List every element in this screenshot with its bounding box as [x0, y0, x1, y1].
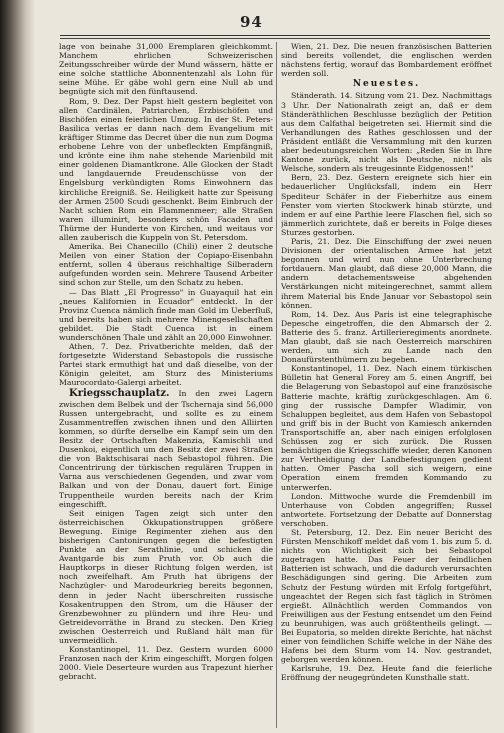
article-paragraph: Rom, 9. Dez. Der Papst hielt gestern begleitet von allen Cardinälen, Patriarchen, Erzbischöfen und Bischöfen einen feierlichen Umzug. In der St. Peters-Basilica verlas er dann nach dem Evangelium mit kräftiger Stimme das Decret über die nun zum Dogma erhobene Lehre von der unbefleckten Empfängniß, und krönte eine ihm nahe stehende Marienbild mit einer goldenen Diamantkrone. Alle Glocken der Stadt und langdauernde Freudenschüsse von der Engelsburg verkündigten Roms Einwohnern das kirchliche Ereigniß. Se. Heiligkeit hatte zur Speisung der Armen 2500 Scudi geschenkt. Beim Einbruch der Nacht schien Rom ein Flammenmeer; alle Straßen waren illuminirt, besonders schön Facaden und Thürme der Hunderte von Kirchen, und weitaus vor allen zauberisch die Kuppeln von St. Petersdom. [59, 96, 273, 242]
article-paragraph: Bern, 23. Dez. Gestern ereignete sich hier ein bedauerlicher Unglücksfall, indem ein Herr Spediteur Schäfer in der Fieberhitze aus einem Fenster vom vierten Stockwerk hinab stürzte, und indem er auf eine Parthie leere Flaschen fiel, sich so jämmerlich zurichtete, daß er bereits in Folge dieses Sturzes gestorben. [281, 173, 492, 237]
article-paragraph: Karlsruhe, 19. Dez. Heute fand die feierliche Eröffnung der neugegründeten Kunsthalle statt. [281, 664, 492, 683]
header-rule-thin [60, 38, 490, 39]
article-paragraph: St. Petersburg, 12. Dez. Ein neuer Bericht des Fürsten Menschikoff meldet daß vom 1. bis zum 5. d. nichts von Wichtigkeit sich bei Sebastopol zugetragen hatte. Das Feuer der feindlichen Batterien ist schwach, und die dadurch verursachten Beschädigungen sind gering. Die Arbeiten zum Schutz der Festung würden mit Erfolg fortgeführt, ungeachtet der Regen sich fast täglich in Strömen ergießt. Allnächtlich werden Commandos von Freiwilligen aus der Festung entsendet um den Feind zu beunruhigen, was auch größtentheils gelingt. — Bei Eupatoria, so melden direkte Berichte, hat nächst einer von feindlichen Schiffe welche in der Nähe des Hafens bei dem Sturm vom 14. Nov. gestrandet, geborgen werden können. [281, 527, 492, 665]
article-paragraph: Konstantinopel, 11. Dez. Gestern wurden 6000 Franzosen nach der Krim eingeschifft, Morgen folgen 2000. Viele Deserteure wurden aus Trapezunt hierher gebracht. [59, 645, 273, 682]
article-paragraph [59, 388, 273, 509]
book-binding-edge [0, 0, 34, 733]
article-paragraph: Rom, 14. Dez. Aus Paris ist eine telegraphische Depesche eingetroffen, die den Abmarsch der 2. Batterie des 5. franz. Artillerieregiments anordnete. Man glaubt, daß sie nach Oesterreich marschiren werden, um sich zu Lande nach den Donaufürstenthümern zu begeben. [281, 309, 492, 365]
left-column [59, 42, 273, 728]
article-paragraph: Athen, 7. Dez. Privatberichte melden, daß der fortgesetzte Widerstand Sebastopols die russische Partei stark ermuthigt hat und daß dieselbe, von der Königin geleitet, am Sturz des Ministeriums Maurocordato-Galergi arbeitet. [59, 342, 273, 388]
section-heading: Kriegsschauplatz. [69, 387, 170, 399]
article-paragraph: lage von beinahe 31,000 Eremplaren gleichkommt. Manchem ehrlichen Schweizerischen Zeitungsschreiber würde der Mund wässern, hätte er eine solche stattliche Abonnentenzahl als Lohn für seine Mühe. Er gäbe wohl gern eine Null ab und begnügte sich mit den fünftausend. [59, 42, 273, 97]
section-heading: Neuestes. [352, 79, 421, 90]
article-paragraph: Wien, 21. Dez. Die neuen französischen Batterien sind bereits vollendet, die englischen werden nächstens fertig, worauf das Bombardement eröffnet werden soll. [281, 42, 492, 79]
article-paragraph: London. Mittwoche wurde die Fremdenbill im Unterhause von Cobden angegriffen; Russel antwortete. Fortsetzung der Debatte auf Donnerstag verschoben. [281, 491, 492, 528]
article-paragraph: Ständerath. 14. Sitzung vom 21. Dez. Nachmittags 3 Uhr. Der Nationalrath zeigt an, daß er dem Ständeräthlichen Beschlusse bezüglich der Petition aus dem Calfathal beigetreten sei. Hiermit sind die Verhandlungen des Rathes geschlossen und der Präsident entläßt die Versammlung mit den kurzen aber bedeutungsreichen Worten: „Reden Sie in Ihre Kantone zurück, nicht als Deutsche, nicht als Welsche, sondern als treugesinnte Eidgenossen!" [281, 91, 492, 174]
right-column [281, 42, 492, 728]
header-rule [60, 35, 490, 36]
article-text: In den zwei Lagern zwischen dem Belbek und der Tschernaja sind 56,000 Russen untergebracht, und sollte es zu einem Zusammentreffen zwischen ihnen und den Alliirten kommen, so dürfte derselbe ein Kampf sein um den Besitz der Ortschaften Makenzia, Kamischli und Dusenkoi, eigentlich um den Besitz der zwei Straßen die von Baktschisarai nach Sebastopol führen. Die Concentrirung der türkischen regulären Truppen in Varna aus verschiedenen Gegenden, und zwar vom Balkan und von der Donau, dauert fort. Einige Truppentheile wurden bereits nach der Krim eingeschifft. [59, 388, 273, 509]
article-paragraph: Seit einigen Tagen zeigt sich unter den österreichischen Okkupationstruppen größere Bewegung. Einige Regimenter ziehen aus den bisherigen Cantonirungen gegen die befestigten Punkte an der Serathlinie, und schicken die Avantgarde bis zum Pruth vor. Ob auch die Hauptkorps in dieser Richtung folgen werden, ist noch zweifelhaft. Am Pruth hat übrigens der Nachzügler- und Marodeurkrieg bereits begonnen, denn in jeder Nacht überschreiten russische Kosakentruppen den Strom, um die Häuser der Grenzbewohner zu plündern und ihre Heu- und Getreidevorräthe in Brand zu stecken. Den Krieg zwischen Oesterreich und Rußland hält man für unvermeidlich. [59, 508, 273, 645]
page-number: 94 [240, 13, 263, 31]
article-paragraph: Paris, 21. Dez. Die Einschiffung der zwei neuen Divisionen der orientalischen Armee hat jetzt begonnen und wird nun ohne Unterbrechung fortdauern. Man glaubt, daß diese 20,000 Mann, die andern detachementsweise abgehenden Verstärkungen nicht miteingerechnet, sammt allem ihrem Material bis Ende Januar vor Sebastopol sein können. [281, 236, 492, 310]
article-paragraph: Amerika. Bei Chanecillo (Chili) einer 2 deutsche Meilen von einer Station der Copiapo-Eisenbahn entfernt, sollen 4 überaus reichhaltige Silberadern aufgefunden worden sein. Mehrere Tausend Arbeiter sind schon zur Stelle, um den Schatz zu heben. [59, 242, 273, 288]
article-paragraph: Konstantinopel, 11. Dez. Nach einem türkischen Bülletin hat General Forey am 5. einen Angriff, bei die Belagerung von Sebastopol auf eine französische Batterie machte, kräftig zurückgeschlagen. Am 6. ging der russische Dampfer Wladimir, von Schaluppen begleitet, aus dem Hafen von Sebastopol und griff bis in der Bucht von Kamiesch ankernden Transportschiffe an, aber nach einigen erfolglosen Schüssen zog er sich zurück. Die Russen bemächtigen die Kriegsschiffe wieder, deren Kanonen zur Vertheidigung der Landbefestigungen gedient hatten. Omer Pascha soll sich weigern, eine Operation einem fremden Kommando zu unterwerfen. [281, 364, 492, 492]
column-divider [276, 42, 277, 728]
article-paragraph: — Das Blatt „El Progresso" in Guayaquil hat ein „neues Kalifornien in Ecuador" entdeckt. In der Provinz Cuenca nämlich finde man Gold im Ueberfluß, und bereits haben sich mehrere Minengesellschaften gebildet. Die Stadt Cuenca ist in einem wunderschönen Thale und zählt an 20,000 Einwohner. [59, 287, 273, 342]
